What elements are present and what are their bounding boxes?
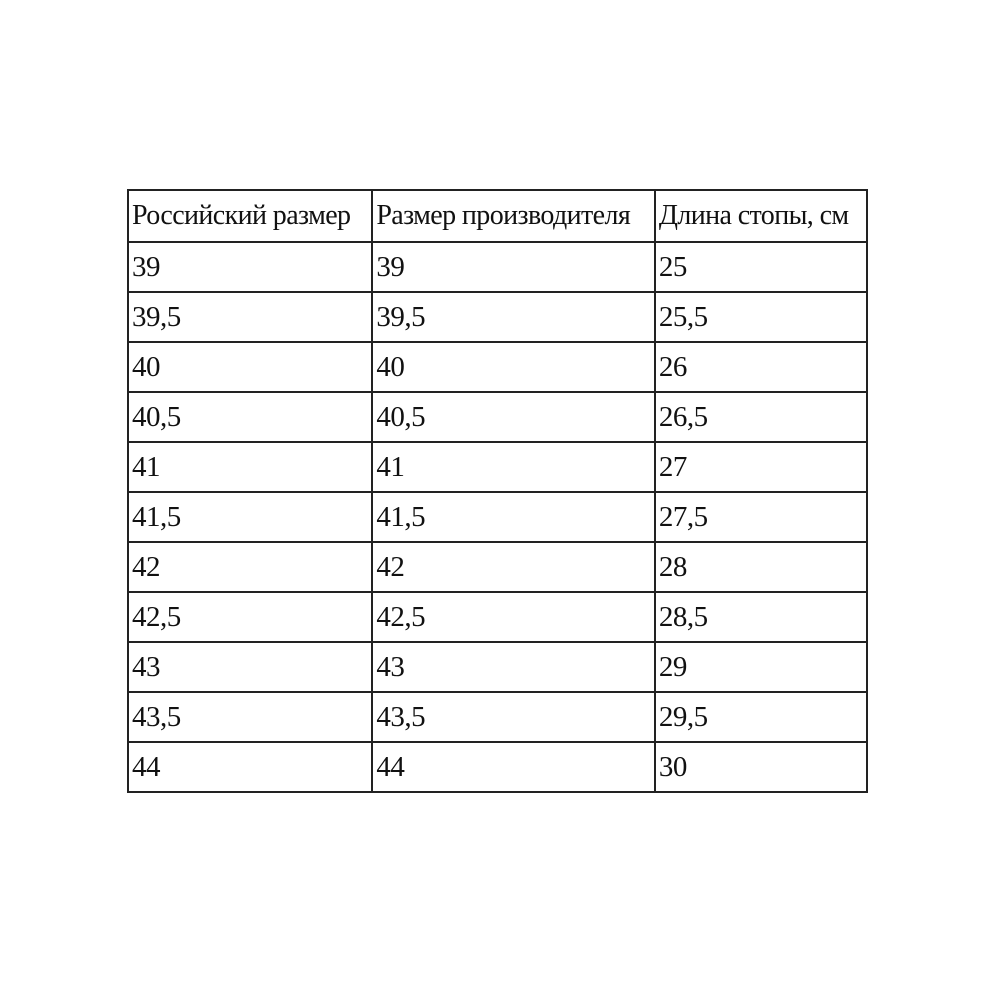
size-chart-table [127,189,868,793]
foot-length-cell: 27,5 [655,492,867,542]
manufacturer-size-cell: 39,5 [372,292,655,342]
manufacturer-size-cell: 41,5 [372,492,655,542]
table-row [128,642,867,692]
table-row [128,342,867,392]
table-row [128,242,867,292]
russian-size-cell: 43,5 [128,692,372,742]
table-row [128,492,867,542]
russian-size-cell: 44 [128,742,372,792]
russian-size-cell: 42 [128,542,372,592]
russian-size-cell: 41,5 [128,492,372,542]
table-row [128,442,867,492]
table-row [128,292,867,342]
manufacturer-size-cell: 44 [372,742,655,792]
header-row [128,190,867,242]
foot-length-cell: 28,5 [655,592,867,642]
foot-length-cell: 30 [655,742,867,792]
foot-length-cell: 27 [655,442,867,492]
russian-size-cell: 39 [128,242,372,292]
table-row [128,592,867,642]
foot-length-cell: 25 [655,242,867,292]
russian-size-cell: 41 [128,442,372,492]
foot-length-cell: 26 [655,342,867,392]
table-row [128,542,867,592]
manufacturer-size-cell: 40 [372,342,655,392]
manufacturer-size-cell: 42,5 [372,592,655,642]
manufacturer-size-cell: 42 [372,542,655,592]
russian-size-cell: 39,5 [128,292,372,342]
header-manufacturer-size: Размер производителя [372,190,655,242]
manufacturer-size-cell: 40,5 [372,392,655,442]
header-foot-length: Длина стопы, см [655,190,867,242]
table-row [128,742,867,792]
header-russian-size: Российский размер [128,190,372,242]
manufacturer-size-cell: 39 [372,242,655,292]
manufacturer-size-cell: 43 [372,642,655,692]
size-chart-body [128,190,867,792]
foot-length-cell: 25,5 [655,292,867,342]
russian-size-cell: 42,5 [128,592,372,642]
foot-length-cell: 28 [655,542,867,592]
foot-length-cell: 26,5 [655,392,867,442]
manufacturer-size-cell: 43,5 [372,692,655,742]
russian-size-cell: 40,5 [128,392,372,442]
russian-size-cell: 43 [128,642,372,692]
table-row [128,692,867,742]
russian-size-cell: 40 [128,342,372,392]
foot-length-cell: 29 [655,642,867,692]
manufacturer-size-cell: 41 [372,442,655,492]
table-row [128,392,867,442]
foot-length-cell: 29,5 [655,692,867,742]
